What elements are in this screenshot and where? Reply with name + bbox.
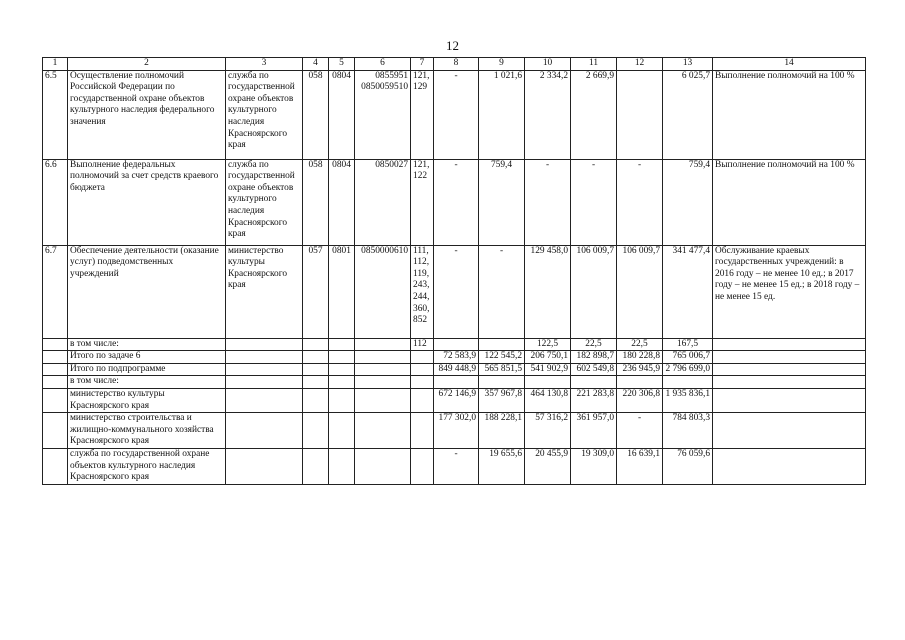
header-row (43, 58, 866, 71)
header-cell: 11 (571, 58, 617, 71)
cell-c12 (617, 70, 663, 159)
cell-c8: 72 583,9 (434, 351, 479, 364)
total-row (43, 363, 866, 376)
cell-c8: - (434, 159, 479, 245)
cell-c12: 236 945,9 (617, 363, 663, 376)
breakdown-label: служба по государственной охране объектов культурного наследия Красноярского края (68, 449, 226, 485)
budget-table (42, 57, 866, 485)
empty-cell (303, 413, 329, 449)
empty-cell (43, 338, 68, 351)
empty-cell (329, 376, 355, 389)
result-note: Обслуживание краевых государственных учреждений: в 2016 году – не менее 10 ед.; в 2017 году – не менее 15 ед.; в 2018 году – не менее 15 ед. (713, 245, 866, 338)
header-cell: 14 (713, 58, 866, 71)
empty-cell (303, 376, 329, 389)
empty-cell (713, 449, 866, 485)
empty-cell (329, 351, 355, 364)
cell-c13: 6 025,7 (663, 70, 713, 159)
header-cell: 9 (479, 58, 525, 71)
cell-c8: - (434, 70, 479, 159)
cell-c8: - (434, 449, 479, 485)
empty-cell (411, 449, 434, 485)
table-row (43, 376, 866, 389)
header-cell: 4 (303, 58, 329, 71)
header-cell: 7 (411, 58, 434, 71)
empty-cell (226, 338, 303, 351)
cell-c4: 057 (303, 245, 329, 338)
cell-c13: 759,4 (663, 159, 713, 245)
empty-cell (303, 363, 329, 376)
empty-cell (411, 351, 434, 364)
empty-cell (329, 413, 355, 449)
cell-c12: 22,5 (617, 338, 663, 351)
cell-c9: 565 851,5 (479, 363, 525, 376)
breakdown-row (43, 413, 866, 449)
empty-cell (303, 449, 329, 485)
empty-cell (329, 338, 355, 351)
breakdown-row (43, 388, 866, 412)
header-cell: 1 (43, 58, 68, 71)
activity-name: Выполнение федеральных полномочий за счет средств краевого бюджета (68, 159, 226, 245)
cell-c8: 177 302,0 (434, 413, 479, 449)
header-cell: 10 (525, 58, 571, 71)
total-row (43, 351, 866, 364)
cell-c10: 57 316,2 (525, 413, 571, 449)
cell-c13: 167,5 (663, 338, 713, 351)
empty-cell (411, 363, 434, 376)
table-row (43, 70, 866, 159)
cell-c9: 1 021,6 (479, 70, 525, 159)
empty-cell (43, 363, 68, 376)
cell-c13: 76 059,6 (663, 449, 713, 485)
breakdown-label: министерство культуры Красноярского края (68, 388, 226, 412)
cell-c11: 106 009,7 (571, 245, 617, 338)
empty-cell (226, 413, 303, 449)
row-number: 6.5 (43, 70, 68, 159)
cell-c11: 221 283,8 (571, 388, 617, 412)
header-cell: 12 (617, 58, 663, 71)
cell-c12: - (617, 159, 663, 245)
cell-c12: 220 306,8 (617, 388, 663, 412)
header-cell: 2 (68, 58, 226, 71)
including-label: в том числе: (68, 376, 226, 389)
empty-cell (226, 363, 303, 376)
total-label: Итого по задаче 6 (68, 351, 226, 364)
empty-cell (479, 338, 525, 351)
empty-cell (355, 363, 411, 376)
empty-cell (663, 376, 713, 389)
cell-c8: - (434, 245, 479, 338)
cell-c7: 121, 129 (411, 70, 434, 159)
cell-c9: 188 228,1 (479, 413, 525, 449)
cell-c12: 106 009,7 (617, 245, 663, 338)
cell-c4: 058 (303, 70, 329, 159)
empty-cell (303, 388, 329, 412)
empty-cell (43, 413, 68, 449)
empty-cell (329, 449, 355, 485)
empty-cell (479, 376, 525, 389)
empty-cell (43, 388, 68, 412)
empty-cell (226, 449, 303, 485)
header-cell: 5 (329, 58, 355, 71)
empty-cell (617, 376, 663, 389)
empty-cell (226, 388, 303, 412)
cell-c5: 0804 (329, 159, 355, 245)
cell-c9: 759,4 (479, 159, 525, 245)
cell-c10: 129 458,0 (525, 245, 571, 338)
cell-c9: - (479, 245, 525, 338)
cell-c8: 849 448,9 (434, 363, 479, 376)
cell-c10: 20 455,9 (525, 449, 571, 485)
cell-c11: 19 309,0 (571, 449, 617, 485)
empty-cell (303, 351, 329, 364)
responsible-org: служба по государственной охране объектов культурного наследия Красноярского края (226, 159, 303, 245)
empty-cell (329, 388, 355, 412)
cell-c4: 058 (303, 159, 329, 245)
header-cell: 6 (355, 58, 411, 71)
table-row (43, 159, 866, 245)
empty-cell (43, 449, 68, 485)
cell-c11: 602 549,8 (571, 363, 617, 376)
result-note: Выполнение полномочий на 100 % (713, 159, 866, 245)
cell-c10: - (525, 159, 571, 245)
empty-cell (355, 338, 411, 351)
page-number: 12 (446, 38, 459, 53)
cell-c5: 0804 (329, 70, 355, 159)
header-cell: 8 (434, 58, 479, 71)
empty-cell (303, 338, 329, 351)
header-cell: 3 (226, 58, 303, 71)
breakdown-row (43, 449, 866, 485)
cell-c6: 0850000610 (355, 245, 411, 338)
cell-c13: 765 006,7 (663, 351, 713, 364)
cell-c10: 2 334,2 (525, 70, 571, 159)
cell-c5: 0801 (329, 245, 355, 338)
empty-cell (571, 376, 617, 389)
cell-c10: 206 750,1 (525, 351, 571, 364)
empty-cell (329, 363, 355, 376)
empty-cell (434, 376, 479, 389)
empty-cell (713, 376, 866, 389)
cell-c7: 121, 122 (411, 159, 434, 245)
empty-cell (713, 363, 866, 376)
breakdown-label: министерство строительства и жилищно-коммунального хозяйства Красноярского края (68, 413, 226, 449)
empty-cell (434, 338, 479, 351)
cell-c11: 182 898,7 (571, 351, 617, 364)
empty-cell (411, 413, 434, 449)
cell-c7: 112 (411, 338, 434, 351)
header-cell: 13 (663, 58, 713, 71)
cell-c6: 0855951 0850059510 (355, 70, 411, 159)
empty-cell (411, 388, 434, 412)
cell-c6: 0850027 (355, 159, 411, 245)
empty-cell (355, 449, 411, 485)
row-number: 6.7 (43, 245, 68, 338)
total-label: Итого по подпрограмме (68, 363, 226, 376)
table-row (43, 245, 866, 338)
table-row (43, 338, 866, 351)
activity-name: Осуществление полномочий Российской Федерации по государственной охране объектов культурного наследия федерального значения (68, 70, 226, 159)
cell-c8: 672 146,9 (434, 388, 479, 412)
empty-cell (355, 388, 411, 412)
cell-c12: 180 228,8 (617, 351, 663, 364)
activity-name: Обеспечение деятельности (оказание услуг) подведомственных учреждений (68, 245, 226, 338)
cell-c13: 2 796 699,0 (663, 363, 713, 376)
empty-cell (713, 338, 866, 351)
cell-c10: 541 902,9 (525, 363, 571, 376)
cell-c13: 1 935 836,1 (663, 388, 713, 412)
empty-cell (713, 413, 866, 449)
empty-cell (411, 376, 434, 389)
empty-cell (355, 351, 411, 364)
empty-cell (43, 376, 68, 389)
cell-c13: 341 477,4 (663, 245, 713, 338)
empty-cell (226, 376, 303, 389)
responsible-org: служба по государственной охране объектов культурного наследия Красноярского края (226, 70, 303, 159)
cell-c9: 122 545,2 (479, 351, 525, 364)
cell-c9: 357 967,8 (479, 388, 525, 412)
cell-c7: 111, 112, 119, 243, 244, 360, 852 (411, 245, 434, 338)
cell-c11: 2 669,9 (571, 70, 617, 159)
empty-cell (43, 351, 68, 364)
cell-c13: 784 803,3 (663, 413, 713, 449)
empty-cell (525, 376, 571, 389)
empty-cell (713, 351, 866, 364)
responsible-org: министерство культуры Красноярского края (226, 245, 303, 338)
cell-c10: 464 130,8 (525, 388, 571, 412)
cell-c11: - (571, 159, 617, 245)
row-number: 6.6 (43, 159, 68, 245)
cell-c11: 361 957,0 (571, 413, 617, 449)
empty-cell (355, 413, 411, 449)
empty-cell (713, 388, 866, 412)
cell-c12: - (617, 413, 663, 449)
cell-c12: 16 639,1 (617, 449, 663, 485)
cell-c10: 122,5 (525, 338, 571, 351)
subrow-label: в том числе: (68, 338, 226, 351)
cell-c9: 19 655,6 (479, 449, 525, 485)
empty-cell (355, 376, 411, 389)
result-note: Выполнение полномочий на 100 % (713, 70, 866, 159)
empty-cell (226, 351, 303, 364)
cell-c11: 22,5 (571, 338, 617, 351)
